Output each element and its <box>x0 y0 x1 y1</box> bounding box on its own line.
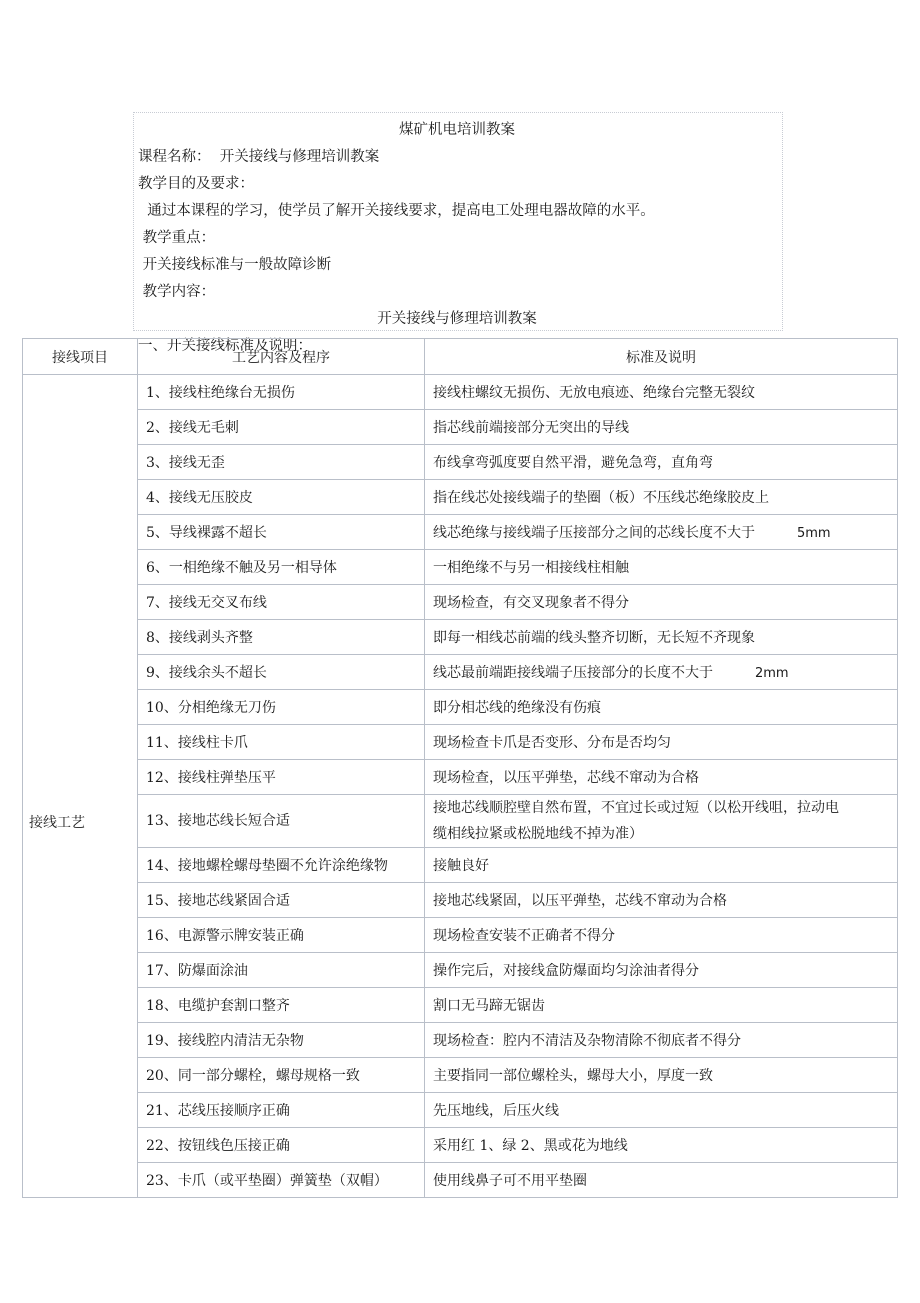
process-cell: 13、接地芯线长短合适 <box>138 795 425 848</box>
table-row <box>23 918 898 953</box>
table-body <box>23 375 898 1198</box>
process-cell: 3、接线无歪 <box>138 445 425 480</box>
table-row <box>23 1163 898 1198</box>
wiring-standard-table-wrap <box>22 338 897 1198</box>
standard-text-line1: 接地芯线顺腔壁自然布置，不宜过长或过短（以松开线咀，拉动电 <box>433 800 839 816</box>
table-row <box>23 550 898 585</box>
table-row <box>23 515 898 550</box>
table-head <box>23 339 898 375</box>
standard-value: 2mm <box>755 666 789 681</box>
teaching-aim-body: 通过本课程的学习，使学员了解开关接线要求，提高电工处理电器故障的水平。 <box>138 203 655 219</box>
process-cell: 18、电缆护套割口整齐 <box>138 988 425 1023</box>
table-row <box>23 480 898 515</box>
table-row <box>23 1093 898 1128</box>
standard-cell: 现场检查：腔内不清洁及杂物清除不彻底者不得分 <box>425 1023 898 1058</box>
merged-category-cell <box>23 375 138 1198</box>
table-row <box>23 690 898 725</box>
table-row <box>23 1128 898 1163</box>
standard-cell: 主要指同一部位螺栓头，螺母大小，厚度一致 <box>425 1058 898 1093</box>
table-row <box>23 445 898 480</box>
standard-cell: 接触良好 <box>425 848 898 883</box>
column-header-item: 接线项目 <box>23 339 138 375</box>
process-cell: 8、接线剥头齐整 <box>138 620 425 655</box>
category-label: 接线工艺 <box>29 815 85 831</box>
table-row <box>23 1058 898 1093</box>
table-row <box>23 760 898 795</box>
table-row <box>23 725 898 760</box>
process-cell: 11、接线柱卡爪 <box>138 725 425 760</box>
document-title: 煤矿机电培训教案 <box>399 122 515 138</box>
process-cell: 5、导线裸露不超长 <box>138 515 425 550</box>
column-header-standard: 标准及说明 <box>425 339 898 375</box>
teaching-content-label: 教学内容： <box>138 284 216 300</box>
process-cell: 7、接线无交叉布线 <box>138 585 425 620</box>
teaching-aim-label: 教学目的及要求： <box>138 176 254 192</box>
process-cell: 6、一相绝缘不触及另一相导体 <box>138 550 425 585</box>
table-row <box>23 883 898 918</box>
standard-cell: 现场检查，以压平弹垫，芯线不窜动为合格 <box>425 760 898 795</box>
standard-cell: 采用红 1、绿 2、黑或花为地线 <box>425 1128 898 1163</box>
standard-cell <box>425 655 898 690</box>
process-cell: 19、接线腔内清洁无杂物 <box>138 1023 425 1058</box>
process-cell: 12、接线柱弹垫压平 <box>138 760 425 795</box>
process-cell: 2、接线无毛刺 <box>138 410 425 445</box>
standard-text-line2: 缆相线拉紧或松脱地线不掉为准） <box>433 826 643 842</box>
standard-cell: 使用线鼻子可不用平垫圈 <box>425 1163 898 1198</box>
table-row <box>23 655 898 690</box>
process-cell: 14、接地螺栓螺母垫圈不允许涂绝缘物 <box>138 848 425 883</box>
standard-text: 线芯绝缘与接线端子压接部分之间的芯线长度不大于 <box>433 525 755 541</box>
standard-cell: 即每一相线芯前端的线头整齐切断，无长短不齐现象 <box>425 620 898 655</box>
standard-cell: 即分相芯线的绝缘没有伤痕 <box>425 690 898 725</box>
process-cell: 17、防爆面涂油 <box>138 953 425 988</box>
column-header-process: 工艺内容及程序 <box>138 339 425 375</box>
process-cell: 23、卡爪（或平垫圈）弹簧垫（双帽） <box>138 1163 425 1198</box>
standard-cell: 现场检查卡爪是否变形、分布是否均匀 <box>425 725 898 760</box>
standard-cell: 接线柱螺纹无损伤、无放电痕迹、绝缘台完整无裂纹 <box>425 375 898 410</box>
table-row <box>23 410 898 445</box>
standard-cell <box>425 795 898 848</box>
standard-value: 5mm <box>797 526 831 541</box>
table-row <box>23 620 898 655</box>
process-cell: 1、接线柱绝缘台无损伤 <box>138 375 425 410</box>
process-cell: 9、接线余头不超长 <box>138 655 425 690</box>
table-row <box>23 848 898 883</box>
teaching-focus-label: 教学重点： <box>138 230 216 246</box>
standard-cell: 先压地线，后压火线 <box>425 1093 898 1128</box>
process-cell: 21、芯线压接顺序正确 <box>138 1093 425 1128</box>
process-cell: 22、按钮线色压接正确 <box>138 1128 425 1163</box>
section-one-heading: 一、开关接线标准及说明： <box>138 338 312 354</box>
table-row <box>23 585 898 620</box>
lesson-header-inner <box>134 113 782 360</box>
process-cell: 16、电源警示牌安装正确 <box>138 918 425 953</box>
table-header-row <box>23 339 898 375</box>
standard-cell <box>425 515 898 550</box>
process-cell: 10、分相绝缘无刀伤 <box>138 690 425 725</box>
teaching-focus-body: 开关接线标准与一般故障诊断 <box>138 257 332 273</box>
table-row <box>23 1023 898 1058</box>
table-row <box>23 953 898 988</box>
standard-cell: 现场检查，有交叉现象者不得分 <box>425 585 898 620</box>
standard-cell: 割口无马蹄无锯齿 <box>425 988 898 1023</box>
table-row <box>23 375 898 410</box>
lesson-header-textbox <box>133 112 783 354</box>
standard-cell: 现场检查安装不正确者不得分 <box>425 918 898 953</box>
table-row <box>23 795 898 848</box>
wiring-standard-table <box>22 338 898 1198</box>
standard-text: 线芯最前端距接线端子压接部分的长度不大于 <box>433 665 713 681</box>
standard-cell: 指在线芯处接线端子的垫圈（板）不压线芯绝缘胶皮上 <box>425 480 898 515</box>
standard-cell: 操作完后，对接线盒防爆面均匀涂油者得分 <box>425 953 898 988</box>
process-cell: 20、同一部分螺栓，螺母规格一致 <box>138 1058 425 1093</box>
process-cell: 15、接地芯线紧固合适 <box>138 883 425 918</box>
standard-cell: 布线拿弯弧度要自然平滑，避免急弯，直角弯 <box>425 445 898 480</box>
process-cell: 4、接线无压胶皮 <box>138 480 425 515</box>
standard-cell: 指芯线前端接部分无突出的导线 <box>425 410 898 445</box>
course-name-line: 课程名称： 开关接线与修理培训教案 <box>138 149 380 165</box>
table-row <box>23 988 898 1023</box>
standard-cell: 一相绝缘不与另一相接线柱相触 <box>425 550 898 585</box>
teaching-content-title: 开关接线与修理培训教案 <box>377 311 537 327</box>
standard-cell: 接地芯线紧固，以压平弹垫，芯线不窜动为合格 <box>425 883 898 918</box>
